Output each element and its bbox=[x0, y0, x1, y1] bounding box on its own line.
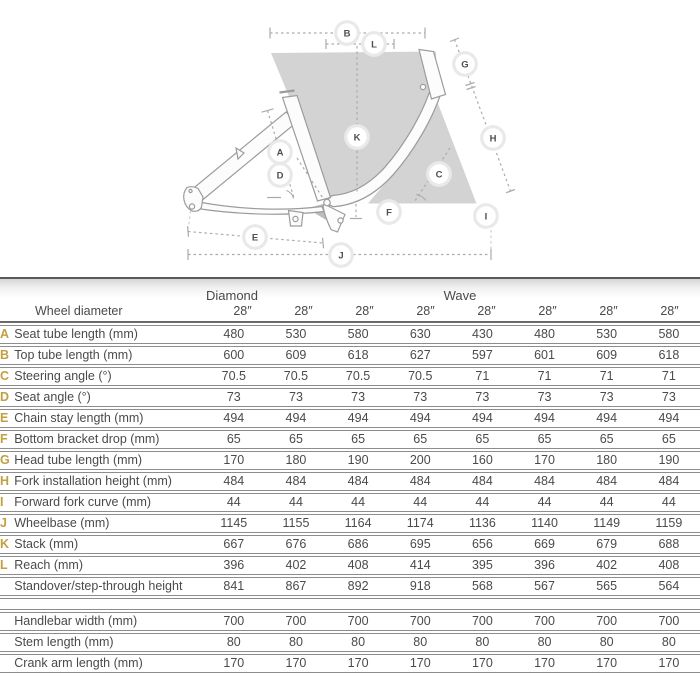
cell-value: 484 bbox=[513, 472, 575, 491]
row-letter: C bbox=[0, 367, 14, 386]
wheel-diameter-value: 28″ bbox=[416, 304, 435, 318]
cell-value: 700 bbox=[203, 612, 265, 631]
cell-value: 73 bbox=[265, 388, 327, 407]
cell-value: 609 bbox=[576, 346, 638, 365]
table-row bbox=[0, 367, 700, 386]
wheel-diameter-value: 28″ bbox=[538, 304, 557, 318]
table-row bbox=[0, 556, 700, 575]
cell-value: 65 bbox=[265, 430, 327, 449]
cell-value: 80 bbox=[265, 633, 327, 652]
column-group-wave: Wave bbox=[443, 288, 477, 303]
spec-table bbox=[0, 323, 700, 675]
row-letter: J bbox=[0, 514, 14, 533]
cell-value: 71 bbox=[451, 367, 513, 386]
cell-value: 667 bbox=[203, 535, 265, 554]
cell-value: 597 bbox=[451, 346, 513, 365]
bottom-bracket-bolt bbox=[324, 199, 330, 205]
table-row bbox=[0, 451, 700, 470]
table-row bbox=[0, 535, 700, 554]
cell-value: 676 bbox=[265, 535, 327, 554]
cell-value: 1174 bbox=[389, 514, 451, 533]
row-letter: I bbox=[0, 493, 14, 512]
table-row bbox=[0, 409, 700, 428]
cell-value: 494 bbox=[327, 409, 389, 428]
fin-bolt bbox=[338, 218, 343, 223]
cell-value: 80 bbox=[389, 633, 451, 652]
row-letter bbox=[0, 633, 14, 652]
spacer-cell bbox=[576, 598, 638, 610]
cell-value: 600 bbox=[203, 346, 265, 365]
cell-value: 480 bbox=[513, 325, 575, 344]
cell-value: 65 bbox=[638, 430, 700, 449]
cell-value: 841 bbox=[203, 577, 265, 596]
cell-value: 65 bbox=[451, 430, 513, 449]
row-letter bbox=[0, 612, 14, 631]
cell-value: 568 bbox=[451, 577, 513, 596]
cell-value: 44 bbox=[203, 493, 265, 512]
cell-value: 630 bbox=[389, 325, 451, 344]
cell-value: 170 bbox=[576, 654, 638, 673]
cell-value: 484 bbox=[265, 472, 327, 491]
wheel-diameter-value: 28″ bbox=[599, 304, 618, 318]
row-label: Forward fork curve (mm) bbox=[14, 493, 203, 512]
row-label: Fork installation height (mm) bbox=[14, 472, 203, 491]
table-row bbox=[0, 346, 700, 365]
row-letter: D bbox=[0, 388, 14, 407]
table-row bbox=[0, 430, 700, 449]
row-label: Handlebar width (mm) bbox=[14, 612, 203, 631]
spacer-cell bbox=[265, 598, 327, 610]
cell-value: 190 bbox=[327, 451, 389, 470]
cell-value: 565 bbox=[576, 577, 638, 596]
cell-value: 484 bbox=[638, 472, 700, 491]
cell-value: 170 bbox=[203, 654, 265, 673]
callout-K bbox=[346, 126, 369, 149]
cell-value: 80 bbox=[513, 633, 575, 652]
cell-value: 484 bbox=[203, 472, 265, 491]
cell-value: 80 bbox=[203, 633, 265, 652]
cell-value: 494 bbox=[513, 409, 575, 428]
cell-value: 408 bbox=[638, 556, 700, 575]
row-label: Seat tube length (mm) bbox=[14, 325, 203, 344]
table-row bbox=[0, 633, 700, 652]
cell-value: 396 bbox=[513, 556, 575, 575]
wheel-diameter-value: 28″ bbox=[294, 304, 313, 318]
cell-value: 80 bbox=[638, 633, 700, 652]
callout-letter: G bbox=[461, 59, 469, 71]
cell-value: 80 bbox=[327, 633, 389, 652]
cell-value: 408 bbox=[327, 556, 389, 575]
cell-value: 688 bbox=[638, 535, 700, 554]
row-letter: A bbox=[0, 325, 14, 344]
spacer-cell bbox=[203, 598, 265, 610]
callout-H bbox=[482, 127, 505, 150]
callout-letter: A bbox=[276, 147, 284, 159]
spacer-cell bbox=[389, 598, 451, 610]
row-label: Crank arm length (mm) bbox=[14, 654, 203, 673]
cell-value: 73 bbox=[203, 388, 265, 407]
row-letter bbox=[0, 577, 14, 596]
cell-value: 679 bbox=[576, 535, 638, 554]
cell-value: 686 bbox=[327, 535, 389, 554]
spacer-cell bbox=[14, 598, 203, 610]
callout-letter: C bbox=[435, 169, 443, 181]
row-letter: H bbox=[0, 472, 14, 491]
cell-value: 65 bbox=[203, 430, 265, 449]
callout-letter: D bbox=[276, 170, 284, 182]
cell-value: 530 bbox=[265, 325, 327, 344]
callout-B bbox=[336, 22, 359, 45]
cell-value: 170 bbox=[327, 654, 389, 673]
cell-value: 200 bbox=[389, 451, 451, 470]
cell-value: 65 bbox=[576, 430, 638, 449]
cell-value: 484 bbox=[576, 472, 638, 491]
cell-value: 73 bbox=[513, 388, 575, 407]
row-letter: G bbox=[0, 451, 14, 470]
cell-value: 180 bbox=[265, 451, 327, 470]
row-label: Chain stay length (mm) bbox=[14, 409, 203, 428]
row-label: Bottom bracket drop (mm) bbox=[14, 430, 203, 449]
cell-value: 627 bbox=[389, 346, 451, 365]
cell-value: 867 bbox=[265, 577, 327, 596]
cell-value: 1155 bbox=[265, 514, 327, 533]
cell-value: 494 bbox=[576, 409, 638, 428]
cell-value: 65 bbox=[513, 430, 575, 449]
cell-value: 170 bbox=[389, 654, 451, 673]
cell-value: 1140 bbox=[513, 514, 575, 533]
cell-value: 494 bbox=[638, 409, 700, 428]
cell-value: 396 bbox=[203, 556, 265, 575]
cell-value: 484 bbox=[327, 472, 389, 491]
cell-value: 700 bbox=[576, 612, 638, 631]
row-label: Reach (mm) bbox=[14, 556, 203, 575]
spacer-cell bbox=[638, 598, 700, 610]
callout-A bbox=[269, 141, 292, 164]
section-spacer-row bbox=[0, 598, 700, 610]
cell-value: 402 bbox=[265, 556, 327, 575]
wheel-diameter-row bbox=[0, 302, 700, 320]
callout-G bbox=[454, 53, 477, 76]
row-label: Stem length (mm) bbox=[14, 633, 203, 652]
cell-value: 484 bbox=[389, 472, 451, 491]
wheel-diameter-value: 28″ bbox=[233, 304, 252, 318]
cell-value: 1145 bbox=[203, 514, 265, 533]
cell-value: 669 bbox=[513, 535, 575, 554]
row-label: Top tube length (mm) bbox=[14, 346, 203, 365]
spacer-cell bbox=[327, 598, 389, 610]
cell-value: 65 bbox=[389, 430, 451, 449]
cell-value: 71 bbox=[638, 367, 700, 386]
cell-value: 70.5 bbox=[327, 367, 389, 386]
table-row bbox=[0, 514, 700, 533]
cell-value: 700 bbox=[389, 612, 451, 631]
callout-C bbox=[428, 163, 451, 186]
row-label: Head tube length (mm) bbox=[14, 451, 203, 470]
cell-value: 73 bbox=[451, 388, 513, 407]
cell-value: 44 bbox=[638, 493, 700, 512]
chain-stay bbox=[194, 202, 324, 215]
cell-value: 170 bbox=[513, 451, 575, 470]
cell-value: 170 bbox=[638, 654, 700, 673]
row-letter: B bbox=[0, 346, 14, 365]
dropout-bolt bbox=[189, 204, 194, 209]
table-row bbox=[0, 577, 700, 596]
callout-I bbox=[475, 205, 498, 228]
cell-value: 71 bbox=[513, 367, 575, 386]
table-row bbox=[0, 325, 700, 344]
table-row bbox=[0, 654, 700, 673]
row-letter bbox=[0, 654, 14, 673]
cell-value: 494 bbox=[451, 409, 513, 428]
cell-value: 44 bbox=[513, 493, 575, 512]
wheel-diameter-label: Wheel diameter bbox=[35, 304, 123, 318]
table-header-band bbox=[0, 277, 700, 323]
table-row bbox=[0, 388, 700, 407]
row-label: Standover/step-through height bbox=[14, 577, 203, 596]
cell-value: 700 bbox=[327, 612, 389, 631]
cell-value: 918 bbox=[389, 577, 451, 596]
cell-value: 1159 bbox=[638, 514, 700, 533]
wheel-diameter-value: 28″ bbox=[355, 304, 374, 318]
callout-letter: I bbox=[484, 211, 488, 223]
table-row bbox=[0, 612, 700, 631]
cell-value: 892 bbox=[327, 577, 389, 596]
cell-value: 395 bbox=[451, 556, 513, 575]
cell-value: 494 bbox=[389, 409, 451, 428]
row-letter: F bbox=[0, 430, 14, 449]
cell-value: 65 bbox=[327, 430, 389, 449]
callout-letter: J bbox=[338, 250, 344, 262]
cell-value: 170 bbox=[265, 654, 327, 673]
cell-value: 494 bbox=[203, 409, 265, 428]
cell-value: 580 bbox=[638, 325, 700, 344]
cell-value: 71 bbox=[576, 367, 638, 386]
cell-value: 44 bbox=[265, 493, 327, 512]
cell-value: 170 bbox=[451, 654, 513, 673]
cell-value: 480 bbox=[203, 325, 265, 344]
cell-value: 484 bbox=[451, 472, 513, 491]
cell-value: 160 bbox=[451, 451, 513, 470]
cell-value: 170 bbox=[203, 451, 265, 470]
kickstand-bolt bbox=[293, 216, 298, 221]
callout-D bbox=[269, 164, 292, 187]
cell-value: 414 bbox=[389, 556, 451, 575]
callout-E bbox=[244, 226, 267, 249]
spacer-cell bbox=[0, 598, 14, 610]
cell-value: 44 bbox=[389, 493, 451, 512]
row-letter: K bbox=[0, 535, 14, 554]
cell-value: 1149 bbox=[576, 514, 638, 533]
cell-value: 530 bbox=[576, 325, 638, 344]
cell-value: 73 bbox=[327, 388, 389, 407]
geometry-table bbox=[0, 277, 700, 675]
callout-letter: B bbox=[343, 28, 351, 40]
callout-J bbox=[330, 244, 353, 267]
row-label: Stack (mm) bbox=[14, 535, 203, 554]
cell-value: 70.5 bbox=[203, 367, 265, 386]
cell-value: 618 bbox=[638, 346, 700, 365]
cell-value: 1164 bbox=[327, 514, 389, 533]
cell-value: 180 bbox=[576, 451, 638, 470]
cell-value: 700 bbox=[451, 612, 513, 631]
callout-letter: H bbox=[489, 133, 497, 145]
cell-value: 700 bbox=[513, 612, 575, 631]
cell-value: 80 bbox=[576, 633, 638, 652]
callout-F bbox=[378, 201, 401, 224]
table-row bbox=[0, 472, 700, 491]
cell-value: 80 bbox=[451, 633, 513, 652]
cell-value: 494 bbox=[265, 409, 327, 428]
cell-value: 580 bbox=[327, 325, 389, 344]
table-row bbox=[0, 493, 700, 512]
callout-letter: F bbox=[386, 207, 392, 219]
cell-value: 70.5 bbox=[265, 367, 327, 386]
cell-value: 402 bbox=[576, 556, 638, 575]
dropout-bolt-small bbox=[189, 189, 192, 192]
cell-value: 73 bbox=[576, 388, 638, 407]
cell-value: 564 bbox=[638, 577, 700, 596]
cell-value: 44 bbox=[451, 493, 513, 512]
bike-geometry-diagram bbox=[0, 0, 700, 277]
cell-value: 700 bbox=[638, 612, 700, 631]
cell-value: 1136 bbox=[451, 514, 513, 533]
row-label: Wheelbase (mm) bbox=[14, 514, 203, 533]
cell-value: 567 bbox=[513, 577, 575, 596]
cell-value: 44 bbox=[576, 493, 638, 512]
cell-value: 190 bbox=[638, 451, 700, 470]
spacer-cell bbox=[513, 598, 575, 610]
row-label: Steering angle (°) bbox=[14, 367, 203, 386]
wheel-diameter-value: 28″ bbox=[477, 304, 496, 318]
cell-value: 70.5 bbox=[389, 367, 451, 386]
cell-value: 170 bbox=[513, 654, 575, 673]
wheel-diameter-value: 28″ bbox=[660, 304, 679, 318]
cell-value: 73 bbox=[638, 388, 700, 407]
cell-value: 609 bbox=[265, 346, 327, 365]
callout-letter: L bbox=[371, 39, 377, 51]
column-group-diamond: Diamond bbox=[205, 288, 259, 303]
cell-value: 656 bbox=[451, 535, 513, 554]
callout-letter: E bbox=[251, 232, 259, 244]
row-letter: L bbox=[0, 556, 14, 575]
row-label: Seat angle (°) bbox=[14, 388, 203, 407]
head-tube-bolt bbox=[420, 84, 425, 89]
cell-value: 601 bbox=[513, 346, 575, 365]
callout-L bbox=[363, 33, 386, 56]
cell-value: 73 bbox=[389, 388, 451, 407]
callout-letter: K bbox=[353, 132, 361, 144]
cell-value: 44 bbox=[327, 493, 389, 512]
cell-value: 700 bbox=[265, 612, 327, 631]
cell-value: 618 bbox=[327, 346, 389, 365]
spacer-cell bbox=[451, 598, 513, 610]
axle-connector-rear bbox=[189, 211, 191, 228]
cell-value: 430 bbox=[451, 325, 513, 344]
cell-value: 695 bbox=[389, 535, 451, 554]
row-letter: E bbox=[0, 409, 14, 428]
